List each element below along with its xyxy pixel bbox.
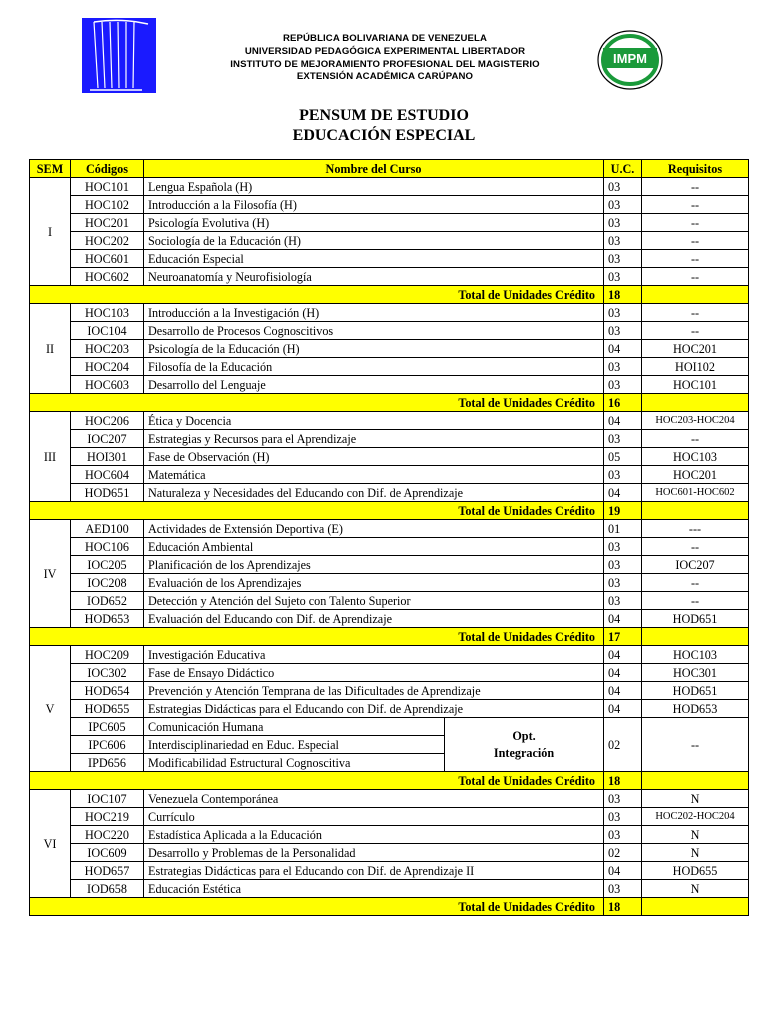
course-code: HOC206 <box>71 412 144 430</box>
table-row <box>30 808 749 826</box>
table-row <box>30 250 749 268</box>
table-row <box>30 178 749 196</box>
course-name: Planificación de los Aprendizajes <box>144 556 604 574</box>
course-uc: 03 <box>604 322 642 340</box>
course-requisite: -- <box>642 214 749 232</box>
course-name: Evaluación del Educando con Dif. de Aprendizaje <box>144 610 604 628</box>
course-code: HOC219 <box>71 808 144 826</box>
upel-logo <box>82 18 156 93</box>
course-requisite: HOC103 <box>642 448 749 466</box>
table-row <box>30 232 749 250</box>
course-name: Modificabilidad Estructural Cognoscitiva <box>144 754 604 772</box>
course-name: Naturaleza y Necesidades del Educando con Dif. de Aprendizaje <box>144 484 604 502</box>
total-empty-cell <box>642 502 749 520</box>
table-row <box>30 304 749 322</box>
header-line-2: UNIVERSIDAD PEDAGÓGICA EXPERIMENTAL LIBERTADOR <box>244 45 526 57</box>
course-code: HOC601 <box>71 250 144 268</box>
semester-total-row <box>30 394 749 412</box>
pensum-table <box>29 159 749 916</box>
course-uc: 03 <box>604 466 642 484</box>
course-code: HOC604 <box>71 466 144 484</box>
table-row <box>30 556 749 574</box>
course-uc: 04 <box>604 484 642 502</box>
course-name: Estrategias y Recursos para el Aprendizaje <box>144 430 604 448</box>
course-requisite: HOC101 <box>642 376 749 394</box>
col-header-codigos: Códigos <box>71 160 144 178</box>
course-code: HOD653 <box>71 610 144 628</box>
course-uc: 04 <box>604 664 642 682</box>
course-name: Neuroanatomía y Neurofisiología <box>144 268 604 286</box>
course-code: IPC606 <box>71 736 144 754</box>
course-code: IOC107 <box>71 790 144 808</box>
table-row <box>30 718 749 736</box>
table-row <box>30 826 749 844</box>
course-uc: 04 <box>604 412 642 430</box>
course-uc: 03 <box>604 268 642 286</box>
col-header-requisitos: Requisitos <box>642 160 749 178</box>
course-code: HOC220 <box>71 826 144 844</box>
svg-text:IMPM: IMPM <box>613 51 647 66</box>
total-label: Total de Unidades Crédito <box>30 628 604 646</box>
course-name: Educación Ambiental <box>144 538 604 556</box>
optional-requisite: -- <box>642 718 749 772</box>
course-code: HOD651 <box>71 484 144 502</box>
course-name: Introducción a la Investigación (H) <box>144 304 604 322</box>
course-code: IOC609 <box>71 844 144 862</box>
course-uc: 05 <box>604 448 642 466</box>
course-requisite: -- <box>642 268 749 286</box>
course-uc: 03 <box>604 304 642 322</box>
table-row <box>30 520 749 538</box>
course-name: Filosofía de la Educación <box>144 358 604 376</box>
table-row <box>30 610 749 628</box>
course-requisite: -- <box>642 250 749 268</box>
course-requisite: -- <box>642 538 749 556</box>
course-requisite: HOC201 <box>642 340 749 358</box>
course-requisite: HOC601-HOC602 <box>642 484 749 502</box>
course-name: Sociología de la Educación (H) <box>144 232 604 250</box>
document-title <box>184 106 584 145</box>
total-empty-cell <box>642 772 749 790</box>
total-label: Total de Unidades Crédito <box>30 898 604 916</box>
course-uc: 03 <box>604 376 642 394</box>
table-row <box>30 358 749 376</box>
course-uc: 03 <box>604 556 642 574</box>
course-uc: 03 <box>604 592 642 610</box>
course-name: Desarrollo del Lenguaje <box>144 376 604 394</box>
semester-total-row <box>30 898 749 916</box>
course-requisite: -- <box>642 592 749 610</box>
table-row <box>30 862 749 880</box>
course-uc: 03 <box>604 196 642 214</box>
course-name: Venezuela Contemporánea <box>144 790 604 808</box>
header-line-1: REPÚBLICA BOLIVARIANA DE VENEZUELA <box>283 33 487 44</box>
course-code: HOD657 <box>71 862 144 880</box>
total-value: 18 <box>604 898 642 916</box>
course-name: Desarrollo de Procesos Cognoscitivos <box>144 322 604 340</box>
course-code: HOC603 <box>71 376 144 394</box>
semester-label: V <box>30 646 71 772</box>
course-code: HOC209 <box>71 646 144 664</box>
course-uc: 04 <box>604 340 642 358</box>
course-uc: 04 <box>604 682 642 700</box>
course-uc: 04 <box>604 700 642 718</box>
course-name: Interdisciplinariedad en Educ. Especial <box>144 736 604 754</box>
course-requisite: HOD653 <box>642 700 749 718</box>
table-row <box>30 214 749 232</box>
course-name: Estrategias Didácticas para el Educando con Dif. de Aprendizaje II <box>144 862 604 880</box>
table-row <box>30 412 749 430</box>
table-row <box>30 484 749 502</box>
course-code: HOC203 <box>71 340 144 358</box>
course-uc: 04 <box>604 862 642 880</box>
table-row <box>30 880 749 898</box>
course-code: HOC103 <box>71 304 144 322</box>
course-code: IOC104 <box>71 322 144 340</box>
course-name: Estrategias Didácticas para el Educando con Dif. de Aprendizaje <box>144 700 604 718</box>
title-line-1: PENSUM DE ESTUDIO <box>299 107 469 124</box>
course-requisite: IOC207 <box>642 556 749 574</box>
course-code: IOC208 <box>71 574 144 592</box>
course-code: HOC101 <box>71 178 144 196</box>
course-uc: 01 <box>604 520 642 538</box>
optional-label-line2: Integración <box>493 745 555 760</box>
table-row <box>30 646 749 664</box>
course-name: Fase de Observación (H) <box>144 448 604 466</box>
course-requisite: -- <box>642 322 749 340</box>
table-row <box>30 844 749 862</box>
course-name: Actividades de Extensión Deportiva (E) <box>144 520 604 538</box>
table-row <box>30 322 749 340</box>
table-row <box>30 790 749 808</box>
optional-uc: 02 <box>604 718 642 772</box>
course-name: Evaluación de los Aprendizajes <box>144 574 604 592</box>
col-header-sem: SEM <box>30 160 71 178</box>
course-code: HOC102 <box>71 196 144 214</box>
course-requisite: HOC301 <box>642 664 749 682</box>
course-uc: 02 <box>604 844 642 862</box>
semester-total-row <box>30 502 749 520</box>
optional-label-line1: Opt. <box>512 728 536 743</box>
course-code: AED100 <box>71 520 144 538</box>
course-name: Fase de Ensayo Didáctico <box>144 664 604 682</box>
course-requisite: HOD651 <box>642 682 749 700</box>
course-uc: 03 <box>604 826 642 844</box>
course-code: IOD652 <box>71 592 144 610</box>
total-label: Total de Unidades Crédito <box>30 286 604 304</box>
course-name: Educación Especial <box>144 250 604 268</box>
table-row <box>30 664 749 682</box>
semester-label: II <box>30 304 71 394</box>
course-code: HOC106 <box>71 538 144 556</box>
total-value: 18 <box>604 286 642 304</box>
course-name: Estadística Aplicada a la Educación <box>144 826 604 844</box>
course-code: HOI301 <box>71 448 144 466</box>
course-uc: 03 <box>604 358 642 376</box>
institution-header <box>160 33 610 84</box>
course-name: Psicología de la Educación (H) <box>144 340 604 358</box>
course-name: Psicología Evolutiva (H) <box>144 214 604 232</box>
course-name: Lengua Española (H) <box>144 178 604 196</box>
course-requisite: -- <box>642 304 749 322</box>
course-requisite: HOC103 <box>642 646 749 664</box>
total-label: Total de Unidades Crédito <box>30 394 604 412</box>
table-body <box>30 178 749 916</box>
course-requisite: -- <box>642 430 749 448</box>
course-code: HOD654 <box>71 682 144 700</box>
course-code: IPD656 <box>71 754 144 772</box>
course-uc: 03 <box>604 790 642 808</box>
course-name: Ética y Docencia <box>144 412 604 430</box>
course-code: HOC204 <box>71 358 144 376</box>
semester-total-row <box>30 628 749 646</box>
table-row <box>30 268 749 286</box>
course-code: HOC202 <box>71 232 144 250</box>
header-line-4: EXTENSIÓN ACADÉMICA CARÚPANO <box>296 71 474 83</box>
course-requisite: --- <box>642 520 749 538</box>
table-row <box>30 340 749 358</box>
header-line-3: INSTITUTO DE MEJORAMIENTO PROFESIONAL DEL MAGISTERIO <box>230 58 540 70</box>
course-requisite: N <box>642 826 749 844</box>
course-uc: 03 <box>604 250 642 268</box>
semester-label: I <box>30 178 71 286</box>
course-code: HOC201 <box>71 214 144 232</box>
col-header-nombre: Nombre del Curso <box>144 160 604 178</box>
course-code: IPC605 <box>71 718 144 736</box>
table-row <box>30 538 749 556</box>
total-empty-cell <box>642 898 749 916</box>
course-requisite: N <box>642 790 749 808</box>
course-code: IOC205 <box>71 556 144 574</box>
course-uc: 03 <box>604 430 642 448</box>
total-label: Total de Unidades Crédito <box>30 772 604 790</box>
course-requisite: HOD651 <box>642 610 749 628</box>
course-code: IOC302 <box>71 664 144 682</box>
course-code: IOC207 <box>71 430 144 448</box>
course-uc: 04 <box>604 646 642 664</box>
course-uc: 03 <box>604 232 642 250</box>
course-uc: 03 <box>604 574 642 592</box>
course-code: HOC602 <box>71 268 144 286</box>
course-requisite: -- <box>642 232 749 250</box>
course-name: Investigación Educativa <box>144 646 604 664</box>
course-name: Introducción a la Filosofía (H) <box>144 196 604 214</box>
semester-total-row <box>30 286 749 304</box>
table-row <box>30 592 749 610</box>
table-row <box>30 700 749 718</box>
semester-label: VI <box>30 790 71 898</box>
table-row <box>30 376 749 394</box>
total-value: 19 <box>604 502 642 520</box>
course-uc: 04 <box>604 610 642 628</box>
total-value: 17 <box>604 628 642 646</box>
total-value: 18 <box>604 772 642 790</box>
col-header-uc: U.C. <box>604 160 642 178</box>
course-requisite: HOD655 <box>642 862 749 880</box>
course-requisite: N <box>642 880 749 898</box>
table-row <box>30 682 749 700</box>
total-label: Total de Unidades Crédito <box>30 502 604 520</box>
table-row <box>30 196 749 214</box>
course-name: Prevención y Atención Temprana de las Dificultades de Aprendizaje <box>144 682 604 700</box>
course-requisite: -- <box>642 574 749 592</box>
course-name: Educación Estética <box>144 880 604 898</box>
course-uc: 03 <box>604 214 642 232</box>
total-empty-cell <box>642 628 749 646</box>
course-name: Currículo <box>144 808 604 826</box>
course-name: Detección y Atención del Sujeto con Talento Superior <box>144 592 604 610</box>
semester-label: IV <box>30 520 71 628</box>
course-uc: 03 <box>604 538 642 556</box>
course-requisite: HOI102 <box>642 358 749 376</box>
course-uc: 03 <box>604 178 642 196</box>
total-value: 16 <box>604 394 642 412</box>
course-requisite: -- <box>642 196 749 214</box>
table-header-row <box>30 160 749 178</box>
total-empty-cell <box>642 286 749 304</box>
title-line-2: EDUCACIÓN ESPECIAL <box>292 126 476 144</box>
course-code: HOD655 <box>71 700 144 718</box>
course-uc: 03 <box>604 808 642 826</box>
course-name: Desarrollo y Problemas de la Personalidad <box>144 844 604 862</box>
total-empty-cell <box>642 394 749 412</box>
course-code: IOD658 <box>71 880 144 898</box>
course-name: Matemática <box>144 466 604 484</box>
table-row <box>30 448 749 466</box>
course-requisite: HOC202-HOC204 <box>642 808 749 826</box>
course-requisite: N <box>642 844 749 862</box>
course-requisite: HOC203-HOC204 <box>642 412 749 430</box>
course-name: Comunicación Humana Opt. Integración <box>144 718 604 736</box>
semester-total-row <box>30 772 749 790</box>
optional-integration-label <box>444 718 603 771</box>
course-requisite: -- <box>642 178 749 196</box>
semester-label: III <box>30 412 71 502</box>
table-row <box>30 430 749 448</box>
course-uc: 03 <box>604 880 642 898</box>
course-requisite: HOC201 <box>642 466 749 484</box>
table-row <box>30 466 749 484</box>
table-row <box>30 574 749 592</box>
